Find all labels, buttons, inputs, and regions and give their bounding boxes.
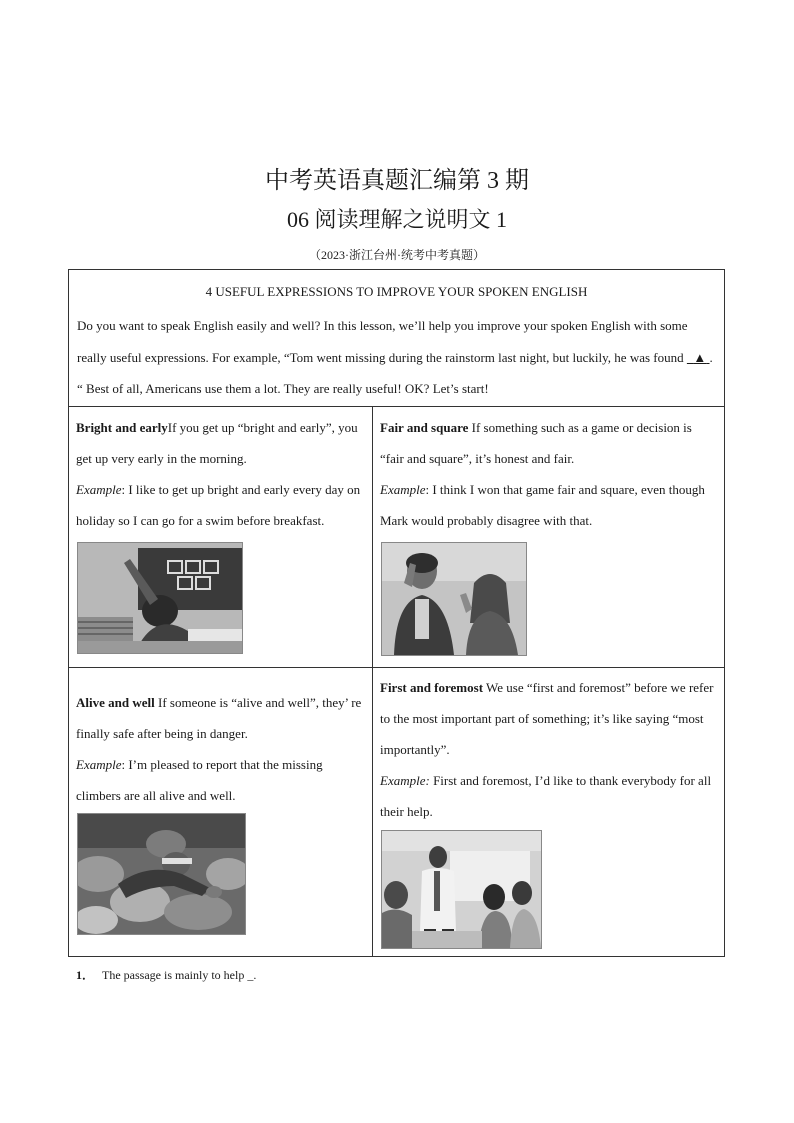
expression-term: First and foremost [380,680,484,695]
expression-definition: If you get up “bright and early”, you get up very early in the morning. [76,420,358,466]
expression-definition: If someone is “alive and well”, they’ re finally safe after being in danger. [76,695,362,741]
answer-blank [687,350,710,365]
expression-text [76,687,366,811]
expression-text [380,412,718,536]
example-label: Example [380,482,426,497]
intro-text-end: . “ Best of all, Americans use them a lot. They are really useful! OK? Let’s start! [77,349,713,396]
expression-cell-alive-and-well [69,668,373,956]
blank-marker: ▲ [693,349,707,365]
question-1 [76,966,256,983]
expression-cell-fair-and-square [373,407,724,668]
photo-climber-on-rocks [77,813,246,935]
example-text: : I’m pleased to report that the missing climbers are all alive and well. [76,757,323,803]
intro-cell [69,270,724,407]
example-label: Example [76,757,122,772]
expression-definition: If something such as a game or decision is “fair and square”, it’s honest and fair. [380,420,692,466]
intro-text: Do you want to speak English easily and well? In this lesson, we’ll help you improve your spoken English with some really useful expressions. For example, “Tom went missing during the rainstorm last night, but luckily, he was found [77,318,688,365]
expression-term: Alive and well [76,695,155,710]
example-label: Example [76,482,122,497]
source-note: （2023·浙江台州·统考中考真题） [309,248,485,262]
page-subtitle: 06 阅读理解之说明文 1 [286,207,507,232]
expression-text [380,672,718,827]
example-text: : I like to get up bright and early every day on holiday so I can go for a swim before breakfast. [76,482,361,528]
expression-cell-bright-and-early [69,407,373,668]
photo-office-meeting [381,830,542,949]
passage-heading: 4 USEFUL EXPRESSIONS TO IMPROVE YOUR SPOKEN ENGLISH [205,284,588,299]
page-title: 中考英语真题汇编第 3 期 [265,168,529,194]
passage-intro [77,310,713,405]
example-label: Example: [380,773,430,788]
question-text: The passage is mainly to help [102,968,248,982]
expression-term: Bright and early [76,420,168,435]
question-number: 1． [76,968,95,982]
expression-text [76,412,366,536]
example-text: First and foremost, I’d like to thank everybody for all their help. [380,773,712,819]
expression-cell-first-and-foremost [373,668,724,956]
question-blank: _. [247,968,257,982]
passage-table [68,269,725,957]
expression-term: Fair and square [380,420,469,435]
expression-definition: We use “first and foremost” before we refer to the most important part of something; it’s like saying “most importantly”. [380,680,714,757]
example-text: : I think I won that game fair and square, even though Mark would probably disagree with that. [380,482,705,528]
photo-woman-stretching [77,542,243,654]
photo-man-and-woman-arguing [381,542,527,656]
